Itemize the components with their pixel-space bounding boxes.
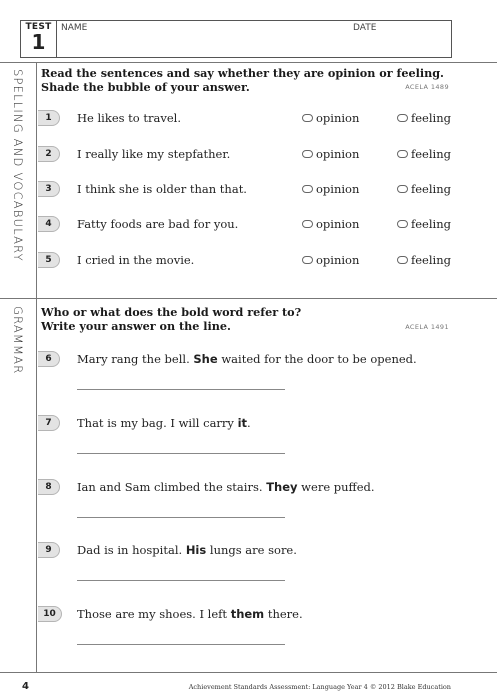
answer-bubble[interactable]: [397, 256, 408, 264]
question-text-before: Those are my shoes. I left: [77, 607, 231, 621]
section1-instructions: [41, 66, 444, 94]
feeling-option[interactable]: [397, 147, 451, 161]
test-badge: [21, 21, 57, 57]
page-number: 4: [22, 681, 29, 692]
feeling-label: feeling: [411, 253, 451, 267]
question-text-after: there.: [264, 607, 303, 621]
question-text-after: .: [247, 416, 251, 430]
question-number: 8: [38, 479, 60, 495]
question-number: 10: [38, 606, 62, 622]
feeling-label: feeling: [411, 217, 451, 231]
answer-bubble[interactable]: [302, 220, 313, 228]
section1-curriculum-code: ACELA 1489: [405, 83, 449, 91]
question-number: 3: [38, 181, 60, 197]
question-number: 5: [38, 252, 60, 268]
footer-copyright: Achievement Standards Assessment: Language Year 4 © 2012 Blake Education: [188, 683, 451, 691]
opinion-label: opinion: [316, 182, 360, 196]
opinion-label: opinion: [316, 111, 360, 125]
feeling-option[interactable]: [397, 182, 451, 196]
question-text-after: waited for the door to be opened.: [217, 352, 417, 366]
question-text: I really like my stepfather.: [77, 147, 231, 161]
section1-instruction-line1: Read the sentences and say whether they are opinion or feeling.: [41, 66, 444, 80]
header-box: [20, 20, 452, 58]
feeling-label: feeling: [411, 111, 451, 125]
feeling-option[interactable]: [397, 217, 451, 231]
section2-instructions: [41, 305, 301, 333]
question-text: [77, 352, 417, 366]
name-field-label: NAME: [61, 23, 88, 33]
answer-bubble[interactable]: [397, 114, 408, 122]
question-text: [77, 543, 297, 557]
question-text-after: lungs are sore.: [206, 543, 297, 557]
answer-bubble[interactable]: [397, 150, 408, 158]
opinion-option[interactable]: [302, 217, 359, 231]
answer-bubble[interactable]: [397, 220, 408, 228]
test-label: TEST: [25, 22, 52, 32]
answer-line[interactable]: [77, 580, 285, 581]
feeling-label: feeling: [411, 147, 451, 161]
section-title-spelling-text: SPELLING AND VOCABULARY: [11, 69, 25, 262]
opinion-option[interactable]: [302, 111, 359, 125]
question-text-before: Mary rang the bell.: [77, 352, 194, 366]
feeling-option[interactable]: [397, 111, 451, 125]
opinion-label: opinion: [316, 253, 360, 267]
question-text: [77, 480, 375, 494]
question-number: 9: [38, 542, 60, 558]
question-text-before: That is my bag. I will carry: [77, 416, 238, 430]
answer-bubble[interactable]: [302, 114, 313, 122]
opinion-label: opinion: [316, 147, 360, 161]
answer-line[interactable]: [77, 644, 285, 645]
section-title-grammar: [11, 306, 26, 375]
question-number: 4: [38, 216, 60, 232]
bold-word: it: [237, 416, 248, 430]
answer-line[interactable]: [77, 389, 285, 390]
answer-bubble[interactable]: [302, 150, 313, 158]
opinion-option[interactable]: [302, 182, 359, 196]
bold-word: She: [193, 352, 218, 366]
section2-instruction-line1: Who or what does the bold word refer to?: [41, 305, 302, 319]
question-text-before: Dad is in hospital.: [77, 543, 186, 557]
section-divider-middle: [0, 298, 497, 299]
section-title-grammar-text: GRAMMAR: [11, 306, 25, 375]
bold-word: them: [230, 607, 265, 621]
side-rule: [36, 62, 37, 672]
date-field-label: DATE: [353, 23, 377, 33]
bold-word: His: [185, 543, 207, 557]
question-number: 1: [38, 110, 60, 126]
answer-line[interactable]: [77, 453, 285, 454]
question-text-before: Ian and Sam climbed the stairs.: [77, 480, 267, 494]
question-text: He likes to travel.: [77, 111, 181, 125]
question-text-after: were puffed.: [297, 480, 375, 494]
feeling-option[interactable]: [397, 253, 451, 267]
answer-bubble[interactable]: [397, 185, 408, 193]
answer-bubble[interactable]: [302, 185, 313, 193]
section-title-spelling: [11, 69, 26, 262]
section2-instruction-line2: Write your answer on the line.: [41, 319, 231, 333]
section2-curriculum-code: ACELA 1491: [405, 323, 449, 331]
section-divider-bottom: [0, 672, 497, 673]
question-number: 7: [38, 415, 60, 431]
section1-instruction-line2: Shade the bubble of your answer.: [41, 80, 250, 94]
bold-word: They: [266, 480, 298, 494]
opinion-option[interactable]: [302, 147, 359, 161]
question-number: 2: [38, 146, 60, 162]
question-text: I think she is older than that.: [77, 182, 247, 196]
question-number: 6: [38, 351, 60, 367]
question-text: [77, 416, 251, 430]
question-text: I cried in the movie.: [77, 253, 195, 267]
answer-bubble[interactable]: [302, 256, 313, 264]
section-divider-top: [0, 62, 497, 63]
question-text: [77, 607, 303, 621]
test-number: 1: [31, 30, 46, 54]
answer-line[interactable]: [77, 517, 285, 518]
question-text: Fatty foods are bad for you.: [77, 217, 239, 231]
opinion-label: opinion: [316, 217, 360, 231]
feeling-label: feeling: [411, 182, 451, 196]
opinion-option[interactable]: [302, 253, 359, 267]
